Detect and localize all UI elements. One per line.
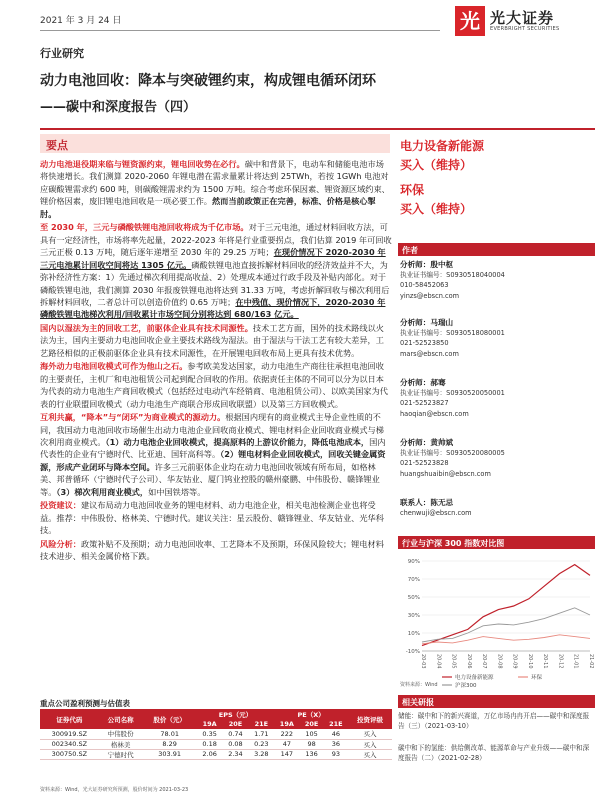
p6-lead: 投资建议：: [40, 500, 81, 511]
p4-text: 参考欧美发达国家，动力电池生产商往往承担电池回收的主要责任，主机厂和电池租赁公司起到配合回收的作用。依据责任主体的不同可以分为以日本为代表的动力电池生产商回收模式（包括经过电动汽车经销商、电池租赁公司）、以欧美国家为代表的行业联盟回收模式（动力电池生产商联合形成回收联盟）以及第三方回收模式。: [40, 361, 388, 409]
analyst-cert: 执业证书编号：S0930518040004: [400, 271, 505, 280]
paragraph-3: [40, 322, 392, 359]
analyst-phone: 021-52523828: [400, 459, 449, 468]
p4-lead: 海外动力电池回收模式可作为他山之石。: [40, 361, 188, 372]
analyst-name: 分析师：殷中枢: [400, 260, 454, 269]
cell-price: 303.91: [143, 749, 197, 759]
cell-pe-21e: 93: [324, 749, 348, 759]
p7-lead: 风险分析：: [40, 538, 81, 549]
industry-rating-1: 买入（维持）: [400, 158, 473, 172]
p2-highlight-1: 在现价情况下 2020-2030 年三元电池累计回收空间将达 1305 亿元。: [40, 247, 386, 270]
related-report-1: [398, 711, 595, 731]
cell-pe-19a: 147: [274, 749, 299, 759]
authors-bar-label: 作者: [402, 246, 418, 255]
cell-rating: 买入: [348, 729, 392, 739]
paragraph-5: [40, 411, 392, 498]
analyst-block-4: [400, 438, 595, 479]
x-tick-label: 20-12: [557, 654, 564, 669]
p2-text-1: 对于三元电池，通过材料回收方法，可具有一定经济性，市场将率先起量，2022-2023 年将是行业重要拐点，我们估算 2019 年可回收三元正极 0.13 万吨，随后逐年递增至 2030 年的 29.25 万吨；: [40, 222, 392, 258]
cell-rating: 买入: [348, 749, 392, 759]
col-company: 公司名称: [99, 709, 143, 729]
cell-eps-20e: 0.74: [223, 729, 249, 739]
p2-text-2: 磷酸铁锂电池直接拆解材料回收的经济效益并不大，为弥补经济性方案：1）先通过梯次利用提高收益、2）处理成本通过行政手段及补贴内部化。对于磷酸铁锂电池，我们测算 2030 年报废铁锂电池将达到 31.33 万吨，考虑折解回收与梯次利用后拆解材料回收，二者总计可以创造价值约 0.65 万吨；: [40, 259, 390, 307]
x-tick-label: 20-03: [420, 654, 426, 669]
cell-code: 300750.SZ: [40, 749, 99, 759]
p5-text-1: 根据国内现有的商业模式主导企业性质的不同，我国动力电池回收市场催生出动力电池企业回收商业模式、锂电材料企业回收商业模式与梯次利用商业模式。: [40, 412, 384, 447]
paragraph-4: [40, 360, 392, 410]
x-tick-label: 20-11: [542, 654, 549, 669]
report-type: 行业研究: [40, 47, 84, 60]
legend-label: 电力设备新能源: [455, 675, 494, 681]
report-subtitle: ——碳中和深度报告（四）: [40, 100, 197, 115]
cell-rating: 买入: [348, 739, 392, 749]
cell-code: 002340.SZ: [40, 739, 99, 749]
related-report-2: [398, 743, 595, 763]
cell-pe-21e: 36: [324, 739, 348, 749]
x-tick-label: 20-08: [496, 654, 503, 669]
x-tick-label: 20-04: [435, 654, 442, 669]
table-row: [40, 729, 392, 739]
analyst-email: haoqian@ebscn.com: [400, 409, 469, 418]
logo-subtext: EVERBRIGHT SECURITIES: [490, 26, 560, 32]
col-eps-20e: 20E: [223, 719, 249, 729]
col-price: 股价（元）: [143, 709, 197, 729]
col-pe-21e: 21E: [324, 719, 348, 729]
cell-pe-19a: 222: [274, 729, 299, 739]
cell-pe-19a: 47: [274, 739, 299, 749]
header-divider: [40, 30, 440, 31]
cell-pe-20e: 98: [299, 739, 323, 749]
p2-lead: 至 2030 年，三元与磷酸铁锂电池回收将成为千亿市场。: [40, 222, 249, 233]
paragraph-2: [40, 221, 392, 321]
cell-eps-21e: 3.28: [248, 749, 274, 759]
analyst-cert: 执业证书编号：S0930520050001: [400, 389, 505, 398]
p5-bold-3: （3）梯次利用商业模式，: [56, 486, 149, 497]
authors-bar: [398, 243, 595, 256]
industry-name-1: 电力设备新能源: [400, 139, 485, 153]
performance-chart: [398, 553, 595, 691]
x-tick-label: 21-01: [572, 654, 579, 669]
p5-text-2: 国内代表性的企业有宁德时代、比亚迪、国轩高科等。: [40, 436, 386, 460]
industry-name-2: 环保: [400, 183, 425, 197]
analyst-cert: 执业证书编号：S0930520080005: [400, 449, 505, 458]
industry-rating-2: 买入（维持）: [400, 202, 473, 216]
y-tick-label: -10%: [405, 649, 420, 655]
analyst-name: 分析师：黄帅斌: [400, 438, 454, 447]
table-header-row: [40, 709, 392, 719]
forecast-table: [40, 709, 392, 760]
cell-company: 中伟股份: [99, 729, 143, 739]
y-tick-label: 70%: [407, 577, 420, 583]
cell-eps-20e: 0.08: [223, 739, 249, 749]
p3-lead: 国内以湿法为主的回收工艺，前驱体企业具有技术同源性。: [40, 322, 253, 333]
x-tick-label: 21-02: [588, 654, 594, 669]
legend-label: 环保: [531, 675, 543, 681]
cell-company: 格林美: [99, 739, 143, 749]
contact-email: chenwuji@ebscn.com: [400, 509, 472, 518]
col-code: 证券代码: [40, 709, 99, 729]
analyst-name: 分析师：马瑞山: [400, 318, 454, 327]
p5-bold-1: （1）动力电池企业回收模式，提高原料的上游议价能力，降低电池成本，: [105, 436, 370, 447]
col-eps-21e: 21E: [248, 719, 274, 729]
analyst-email: yinzs@ebscn.com: [400, 291, 460, 300]
p2-highlight-2: 在中残值、现价情况下，2020-2030 年磷酸铁锂电池梯次利用/回收累计市场空间分别将达到 680/163 亿元。: [40, 296, 386, 320]
y-tick-label: 50%: [407, 595, 420, 601]
report-title: 动力电池回收：降本与突破锂约束，构成锂电循环闭环: [40, 73, 376, 89]
cell-eps-20e: 2.34: [223, 749, 249, 759]
p1-tail: 然而当前政策正在完善，标准、价格是核心掣肘。: [40, 196, 376, 219]
p5-text-4: 如中国铁塔等。: [148, 486, 206, 497]
cell-eps-21e: 1.71: [248, 729, 274, 739]
analyst-email: huangshuaibin@ebscn.com: [400, 469, 491, 478]
cell-eps-21e: 0.23: [248, 739, 274, 749]
table-row: [40, 749, 392, 759]
legend-label: 沪深300: [455, 683, 477, 689]
x-tick-label: 20-07: [481, 654, 488, 669]
cell-eps-19a: 0.18: [197, 739, 223, 749]
related-date: （2021-03-10）: [424, 722, 473, 730]
p1-lead: 动力电池退役期来临与锂资源约束，锂电回收势在必行。: [40, 159, 245, 169]
key-points-bar: [40, 134, 390, 153]
p6-text: 建议布局动力电池回收业务的锂电材料、动力电池企业，相关电池检测企业也将受益。推荐：中伟股份、格林美、宁德时代。建议关注：星云股份、赣锋锂业、华友钴业、光华科技。: [40, 500, 384, 536]
cell-pe-20e: 136: [299, 749, 323, 759]
y-tick-label: 10%: [407, 631, 420, 637]
p3-text: 技术工艺方面，国外的技术路线以火法为主，国内主要动力电池回收企业主要技术路线为湿法。由于湿法与干法工艺有较大差异，工艺路径相似的正极前驱体企业具有技术同源性，在开展锂电回收布局上更具有技术优势。: [40, 322, 384, 358]
col-eps-19a: 19A: [197, 719, 223, 729]
chart-bar-label: 行业与沪深 300 指数对比图: [402, 539, 505, 548]
cell-eps-19a: 2.06: [197, 749, 223, 759]
cell-price: 78.01: [143, 729, 197, 739]
title-divider: [40, 128, 595, 130]
table-row: [40, 739, 392, 749]
analyst-phone: 021-52523850: [400, 339, 449, 348]
col-eps: EPS（元）: [197, 709, 275, 719]
cell-price: 8.29: [143, 739, 197, 749]
contact-block: [400, 498, 595, 518]
analyst-email: mars@ebscn.com: [400, 349, 459, 358]
logo-text: 光大证券: [490, 9, 555, 27]
analyst-cert: 执业证书编号：S0930518080001: [400, 329, 505, 338]
col-pe: PE（X）: [274, 709, 348, 719]
x-tick-label: 20-06: [465, 654, 472, 669]
p1-text: 碳中和背景下，电动车和储能电池市场将快速增长。我们测算 2020-2060 年锂电潜在需求量累计将达到 25TWh，若按 1GWh 电池对应碳酸锂需求约 600 吨，则碳酸锂需求约为 1500 万吨。综合考虑环保因素、锂资源区域约束、锂价格因素，废旧锂电池回收是一项必要工作。: [40, 159, 390, 207]
paragraph-1: [40, 158, 392, 220]
related-title: 碳中和下的氢能：供给侧改革、能源革命与产业升级——碳中和深度报告（二）: [398, 744, 590, 762]
analyst-block-2: [400, 318, 595, 359]
key-points-body: [40, 158, 392, 564]
analyst-block-1: [400, 260, 595, 301]
paragraph-6: [40, 499, 392, 536]
analyst-block-3: [400, 378, 595, 419]
table-title: 重点公司盈利预测与估值表: [40, 699, 130, 708]
p5-lead: 互利共赢，“降本”与“闭环”为商业模式的源动力。: [40, 412, 226, 423]
cell-company: 宁德时代: [99, 749, 143, 759]
p5-bold-2: （2）锂电材料企业回收模式，回收关键金属资源，形成产业闭环与降本空间。: [40, 449, 386, 472]
cell-pe-21e: 46: [324, 729, 348, 739]
related-title: 储能：碳中和下的新兴赛道，万亿市场冉冉开启——碳中和深度报告（三）: [398, 712, 590, 730]
y-tick-label: 30%: [407, 613, 420, 619]
key-points-label: 要点: [46, 139, 68, 152]
paragraph-7: [40, 538, 392, 563]
p7-text: 政策补贴不及预期；动力电池回收率、工艺降本不及预期，环保风险较大；锂电材料技术进步、相关金属价格下跌。: [40, 538, 384, 562]
p5-text-3: 许多三元前驱体企业均在动力电池回收领域有所布局，如格林美、邦普循环（宁德时代子公司）、华友钴业、厦门钨业控股的赣州豪鹏、中伟股份、赣锋锂业等。: [40, 461, 380, 497]
logo-glyph: 光: [460, 9, 480, 33]
table-source: 资料来源：Wind，光大证券研究所预测，股价时间为 2021-03-23: [40, 787, 189, 793]
analyst-name: 分析师：郝骞: [400, 378, 446, 387]
y-tick-label: 90%: [407, 559, 420, 565]
analyst-phone: 010-58452063: [400, 281, 449, 290]
contact-name: 联系人：陈无忌: [400, 498, 454, 507]
chart-source: 资料来源：Wind: [400, 682, 438, 688]
related-date: （2021-02-28）: [437, 754, 486, 762]
col-pe-20e: 20E: [299, 719, 323, 729]
cell-code: 300919.SZ: [40, 729, 99, 739]
related-bar-label: 相关研报: [402, 698, 434, 707]
report-date: 2021 年 3 月 24 日: [40, 16, 122, 26]
cell-pe-20e: 105: [299, 729, 323, 739]
analyst-phone: 021-52523827: [400, 399, 449, 408]
series-line-1: [422, 565, 590, 646]
col-pe-19a: 19A: [274, 719, 299, 729]
x-tick-label: 20-10: [526, 654, 533, 669]
cell-eps-19a: 0.35: [197, 729, 223, 739]
x-tick-label: 20-09: [511, 654, 518, 669]
col-rating: 投资评级: [348, 709, 392, 729]
x-tick-label: 20-05: [450, 654, 457, 669]
